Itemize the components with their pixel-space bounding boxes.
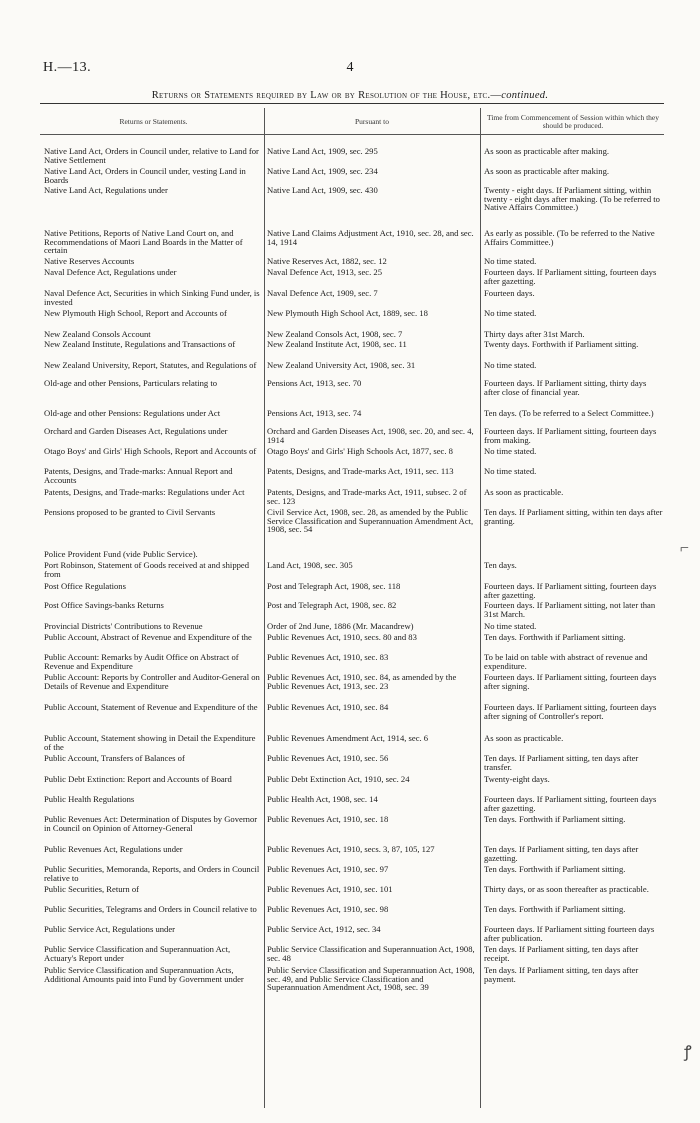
column-header-returns: Returns or Statements. [119, 117, 188, 126]
return-cell: New Zealand Consols Account [44, 329, 151, 339]
return-cell: Naval Defence Act, Regulations under [44, 267, 177, 277]
pursuant-cell: Naval Defence Act, 1909, sec. 7 [267, 288, 378, 298]
return-cell: Old-age and other Pensions, Particulars relating to [44, 378, 218, 388]
pursuant-cell: New Zealand Institute Act, 1908, sec. 11 [267, 339, 407, 349]
return-cell: Native Reserves Accounts [44, 256, 135, 266]
return-cell: Patents, Designs, and Trade-marks: Regulations under Act [44, 487, 245, 497]
return-cell: Police Provident Fund (vide Public Service). [44, 549, 198, 559]
pursuant-cell: Public Revenues Act, 1910, secs. 80 and 83 [267, 632, 417, 642]
time-cell: Fourteen days. If Parliament sitting, thirty days after close of financial year. [484, 378, 647, 397]
time-cell: Fourteen days. If Parliament sitting, fourteen days after gazetting. [484, 794, 657, 813]
pursuant-cell: Public Revenues Act, 1910, secs. 3, 87, 105, 127 [267, 844, 435, 854]
pursuant-cell: Patents, Designs, and Trade-marks Act, 1911, sec. 113 [267, 466, 454, 476]
pursuant-cell: Civil Service Act, 1908, sec. 28, as amended by the Public Service Classification and Superannuation Amendment Act, 1908, sec. 54 [267, 507, 474, 534]
time-cell: Ten days. [484, 560, 517, 570]
return-cell: Public Account: Reports by Controller and Auditor-General on Details of Revenue and Expenditure [44, 672, 260, 691]
return-cell: Public Health Regulations [44, 794, 135, 804]
return-cell: New Plymouth High School, Report and Accounts of [44, 308, 227, 318]
pursuant-cell: Pensions Act, 1913, sec. 70 [267, 378, 362, 388]
return-cell: Orchard and Garden Diseases Act, Regulations under [44, 426, 228, 436]
pursuant-cell: Public Revenues Act, 1910, sec. 18 [267, 814, 389, 824]
time-cell: As soon as practicable after making. [484, 166, 610, 176]
pursuant-cell: Public Revenues Act, 1910, sec. 97 [267, 864, 389, 874]
return-cell: Public Service Act, Regulations under [44, 924, 176, 934]
document-id: H.—13. [43, 60, 92, 75]
pursuant-cell: Public Revenues Act, 1910, sec. 84, as amended by the Public Revenues Act, 1913, sec. 23 [267, 672, 457, 691]
column-header-time: Time from Commencement of Session within which they should be produced. [487, 113, 659, 130]
return-cell: New Zealand Institute, Regulations and Transactions of [44, 339, 236, 349]
return-cell: Public Debt Extinction: Report and Accounts of Board [44, 774, 232, 784]
pursuant-cell: Land Act, 1908, sec. 305 [267, 560, 353, 570]
time-cell: Twenty-eight days. [484, 774, 550, 784]
time-cell: Ten days. If Parliament sitting, ten days after transfer. [484, 753, 639, 772]
time-cell: Fourteen days. [484, 288, 535, 298]
time-cell: Ten days. If Parliament sitting, within ten days after granting. [484, 507, 663, 526]
pursuant-cell: Public Revenues Act, 1910, sec. 98 [267, 904, 389, 914]
margin-mark: ⌐ [680, 540, 690, 557]
pursuant-cell: Pensions Act, 1913, sec. 74 [267, 408, 362, 418]
time-cell: No time stated. [484, 308, 537, 318]
pursuant-cell: Public Revenues Act, 1910, sec. 84 [267, 702, 389, 712]
time-cell: No time stated. [484, 256, 537, 266]
column-divider-2 [480, 108, 481, 1108]
pursuant-cell: Post and Telegraph Act, 1908, sec. 82 [267, 600, 397, 610]
time-cell: Fourteen days. If Parliament sitting, fourteen days after signing. [484, 672, 657, 691]
time-cell: Fourteen days. If Parliament sitting, fourteen days from making. [484, 426, 657, 445]
return-cell: Post Office Savings-banks Returns [44, 600, 164, 610]
pursuant-cell: Native Land Act, 1909, sec. 295 [267, 146, 378, 156]
pursuant-cell: New Zealand Consols Act, 1908, sec. 7 [267, 329, 403, 339]
time-cell: Fourteen days. If Parliament sitting, fourteen days after gazetting. [484, 581, 657, 600]
pursuant-cell: Public Debt Extinction Act, 1910, sec. 24 [267, 774, 410, 784]
pursuant-cell: Public Service Act, 1912, sec. 34 [267, 924, 381, 934]
time-cell: Ten days. Forthwith if Parliament sitting. [484, 632, 626, 642]
pursuant-cell: New Zealand University Act, 1908, sec. 31 [267, 360, 416, 370]
pursuant-cell: Native Reserves Act, 1882, sec. 12 [267, 256, 387, 266]
time-cell: Fourteen days. If Parliament sitting, fourteen days after gazetting. [484, 267, 657, 286]
time-cell: Twenty days. Forthwith if Parliament sitting. [484, 339, 639, 349]
pursuant-cell: Order of 2nd June, 1886 (Mr. Macandrew) [267, 621, 414, 631]
return-cell: Native Land Act, Orders in Council under, vesting Land in Boards [44, 166, 246, 185]
title-main: Returns or Statements required by Law or by Resolution of the House, etc.— [151, 90, 502, 101]
return-cell: Public Revenues Act, Regulations under [44, 844, 183, 854]
pursuant-cell: Public Revenues Act, 1910, sec. 83 [267, 652, 389, 662]
time-cell: No time stated. [484, 621, 537, 631]
pursuant-cell: Native Land Act, 1909, sec. 430 [267, 185, 378, 195]
time-cell: Ten days. Forthwith if Parliament sitting. [484, 864, 626, 874]
time-cell: Ten days. Forthwith if Parliament sitting. [484, 814, 626, 824]
return-cell: Post Office Regulations [44, 581, 126, 591]
time-cell: To be laid on table with abstract of revenue and expenditure. [484, 652, 648, 671]
pursuant-cell: Orchard and Garden Diseases Act, 1908, sec. 20, and sec. 4, 1914 [267, 426, 474, 445]
time-cell: Fourteen days. If Parliament sitting fourteen days after publication. [484, 924, 655, 943]
time-cell: Ten days. (To be referred to a Select Committee.) [484, 408, 654, 418]
time-cell: As soon as practicable. [484, 733, 564, 743]
return-cell: Public Account: Remarks by Audit Office on Abstract of Revenue and Expenditure [44, 652, 239, 671]
return-cell: Public Account, Statement of Revenue and Expenditure of the [44, 702, 258, 712]
return-cell: Public Securities, Return of [44, 884, 139, 894]
time-cell: Thirty days, or as soon thereafter as practicable. [484, 884, 649, 894]
return-cell: Old-age and other Pensions: Regulations under Act [44, 408, 221, 418]
time-cell: No time stated. [484, 466, 537, 476]
column-header-pursuant: Pursuant to [355, 117, 389, 126]
time-cell: Twenty - eight days. If Parliament sitting, within twenty - eight days after making. (To be referred to Native Affairs Committee.) [484, 185, 660, 212]
return-cell: Public Revenues Act: Determination of Disputes by Governor in Council on Opinion of Attorney-General [44, 814, 258, 833]
pursuant-cell: Naval Defence Act, 1913, sec. 25 [267, 267, 383, 277]
return-cell: Public Service Classification and Superannuation Act, Actuary's Report under [44, 944, 231, 963]
return-cell: Public Service Classification and Superannuation Acts, Additional Amounts paid into Fund by Government under [44, 965, 244, 984]
return-cell: Public Securities, Memoranda, Reports, and Orders in Council relative to [44, 864, 260, 883]
time-cell: Fourteen days. If Parliament sitting, fourteen days after signing of Controller's report. [484, 702, 657, 721]
return-cell: Public Securities, Telegrams and Orders in Council relative to [44, 904, 257, 914]
return-cell: Public Account, Statement showing in Detail the Expenditure of the [44, 733, 256, 752]
return-cell: Port Robinson, Statement of Goods received at and shipped from [44, 560, 250, 579]
return-cell: Patents, Designs, and Trade-marks: Annual Report and Accounts [44, 466, 233, 485]
return-cell: Public Account, Transfers of Balances of [44, 753, 185, 763]
time-cell: Thirty days after 31st March. [484, 329, 585, 339]
time-cell: Ten days. If Parliament sitting, ten days after gazetting. [484, 844, 639, 863]
time-cell: As soon as practicable. [484, 487, 564, 497]
pursuant-cell: New Plymouth High School Act, 1889, sec. 18 [267, 308, 428, 318]
pursuant-cell: Public Revenues Amendment Act, 1914, sec. 6 [267, 733, 429, 743]
header-rule [40, 134, 664, 135]
return-cell: Native Petitions, Reports of Native Land Court on, and Recommendations of Maori Land Boards in the Matter of certain [44, 228, 243, 255]
time-cell: Ten days. Forthwith if Parliament sitting. [484, 904, 626, 914]
margin-mark: ꝭ [684, 1044, 692, 1061]
pursuant-cell: Native Land Act, 1909, sec. 234 [267, 166, 378, 176]
return-cell: New Zealand University, Report, Statutes, and Regulations of [44, 360, 257, 370]
time-cell: As soon as practicable after making. [484, 146, 610, 156]
title-rule [40, 103, 664, 104]
return-cell: Naval Defence Act, Securities in which Sinking Fund under, is invested [44, 288, 260, 307]
pursuant-cell: Public Revenues Act, 1910, sec. 56 [267, 753, 389, 763]
page-number: 4 [346, 60, 354, 75]
time-cell: No time stated. [484, 360, 537, 370]
time-cell: Ten days. If Parliament sitting, ten days after payment. [484, 965, 639, 984]
return-cell: Native Land Act, Regulations under [44, 185, 168, 195]
time-cell: Ten days. If Parliament sitting, ten days after receipt. [484, 944, 639, 963]
title-suffix: continued. [501, 90, 549, 101]
pursuant-cell: Otago Boys' and Girls' High Schools Act, 1877, sec. 8 [267, 446, 453, 456]
time-cell: No time stated. [484, 446, 537, 456]
pursuant-cell: Public Service Classification and Superannuation Act, 1908, sec. 49, and Public Service Classification and Superannuation Amendment Act, 1908, sec. 39 [267, 965, 475, 992]
time-cell: Fourteen days. If Parliament sitting, not later than 31st March. [484, 600, 656, 619]
return-cell: Provincial Districts' Contributions to Revenue [44, 621, 203, 631]
return-cell: Public Account, Abstract of Revenue and Expenditure of the [44, 632, 252, 642]
return-cell: Native Land Act, Orders in Council under, relative to Land for Native Settlement [44, 146, 259, 165]
pursuant-cell: Public Service Classification and Superannuation Act, 1908, sec. 48 [267, 944, 475, 963]
return-cell: Pensions proposed to be granted to Civil Servants [44, 507, 216, 517]
pursuant-cell: Public Health Act, 1908, sec. 14 [267, 794, 378, 804]
pursuant-cell: Patents, Designs, and Trade-marks Act, 1911, subsec. 2 of sec. 123 [267, 487, 467, 506]
page-title [0, 90, 700, 101]
pursuant-cell: Post and Telegraph Act, 1908, sec. 118 [267, 581, 401, 591]
pursuant-cell: Public Revenues Act, 1910, sec. 101 [267, 884, 393, 894]
column-divider-1 [264, 108, 265, 1108]
return-cell: Otago Boys' and Girls' High Schools, Report and Accounts of [44, 446, 257, 456]
time-cell: As early as possible. (To be referred to the Native Affairs Committee.) [484, 228, 655, 247]
pursuant-cell: Native Land Claims Adjustment Act, 1910, sec. 28, and sec. 14, 1914 [267, 228, 474, 247]
